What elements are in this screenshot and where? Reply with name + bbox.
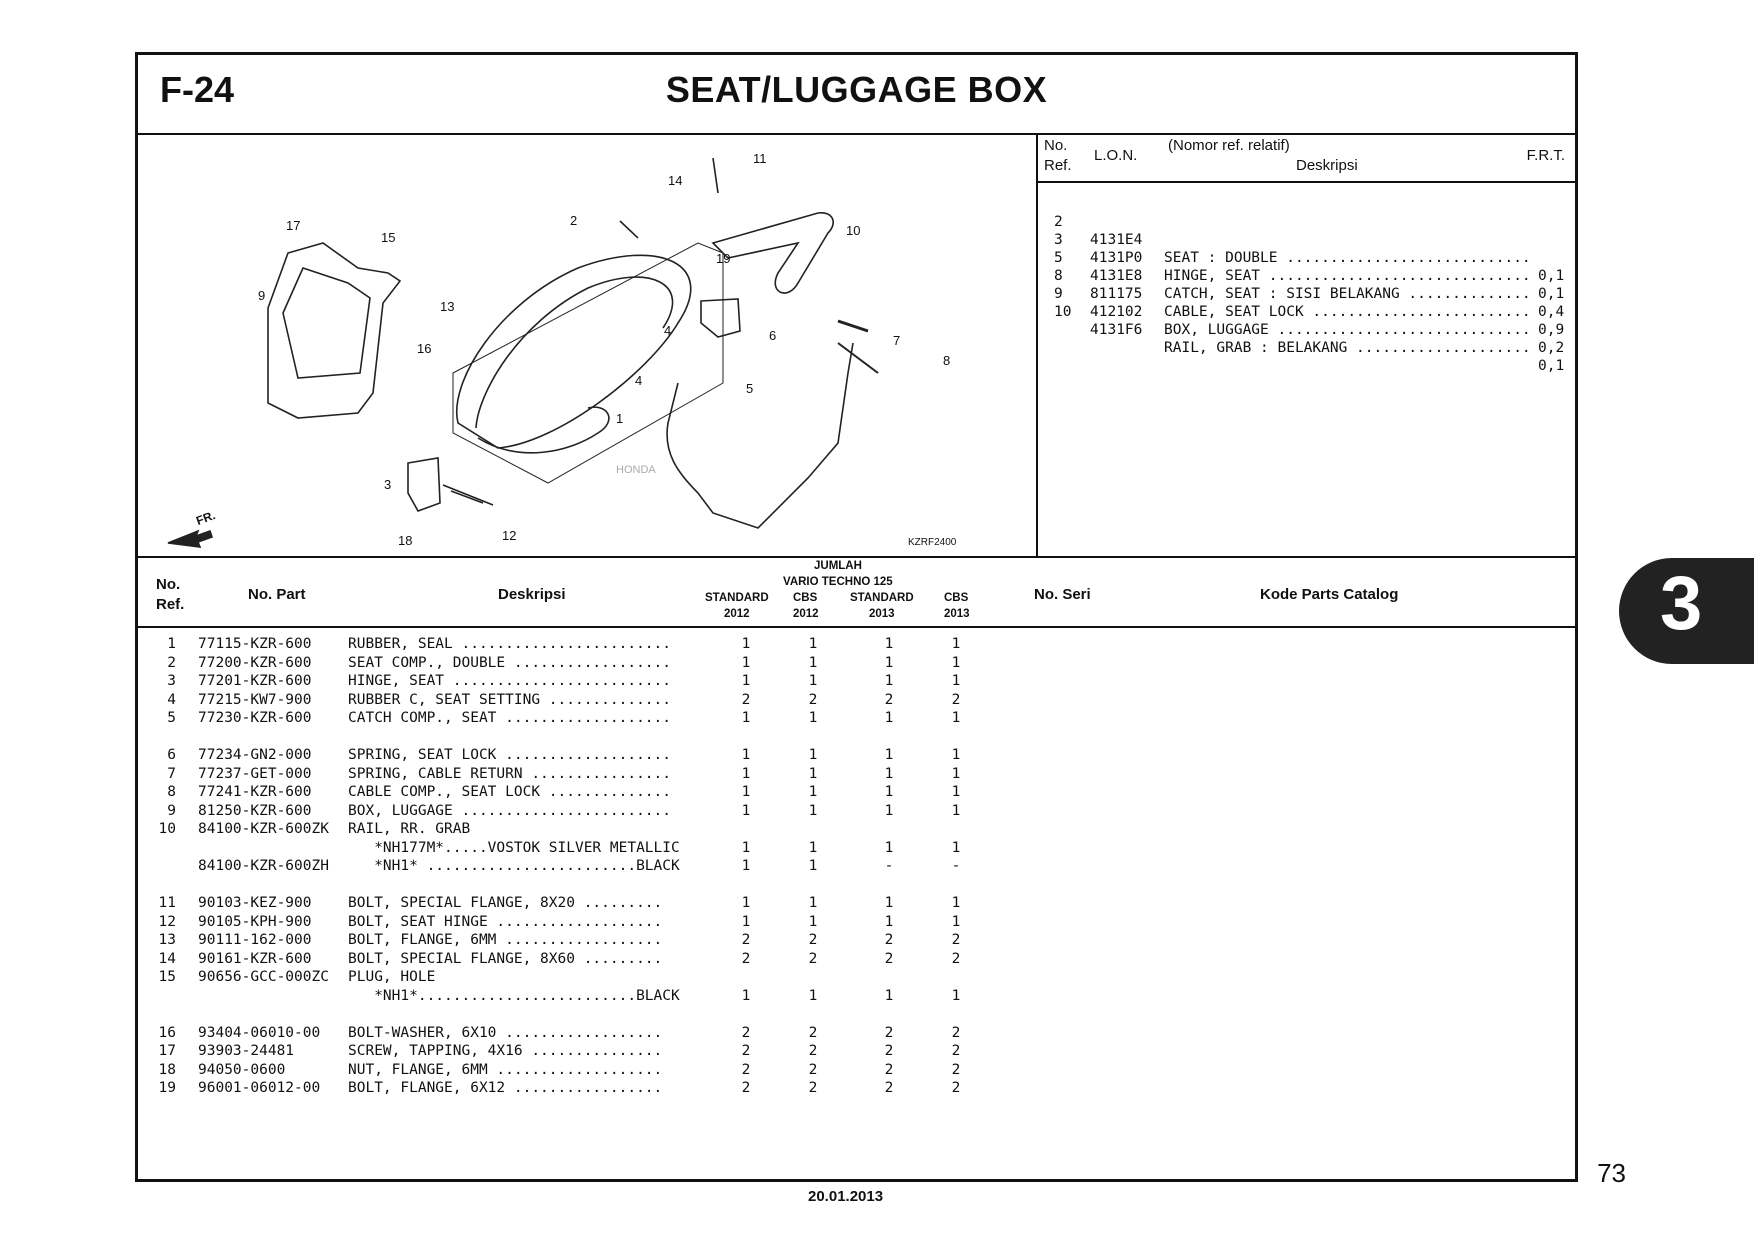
part-number: 77201-KZR-600: [198, 673, 312, 689]
part-ref-no: 1: [167, 636, 176, 652]
part-qty: 2: [741, 1024, 751, 1041]
labor-frt: 0,1: [1538, 358, 1565, 374]
part-qty: 1: [741, 802, 751, 819]
callout-label: 8: [943, 353, 951, 368]
part-description: SCREW, TAPPING, 4X16 ...............: [348, 1043, 663, 1059]
fr-arrow-icon: [168, 531, 212, 547]
part-ref-no: 11: [158, 895, 176, 911]
col-deskripsi: Deskripsi: [1296, 157, 1358, 174]
part-qty: 2: [808, 932, 818, 948]
part-qty: 1: [951, 710, 961, 726]
part-ref-no: 3: [167, 673, 176, 689]
col-standard-2012: STANDARD: [705, 592, 769, 604]
labor-frt: 0,1: [1538, 268, 1565, 284]
part-qty: 2: [808, 691, 818, 708]
section-code: F-24: [160, 69, 235, 110]
part-qty: 2: [884, 1080, 894, 1096]
part-qty: 2: [884, 950, 894, 967]
callout-label: 3: [384, 477, 392, 492]
col-jumlah: JUMLAH: [814, 560, 862, 572]
part-qty: 1: [884, 673, 894, 689]
table-row: [138, 968, 1038, 986]
part-description: HINGE, SEAT .........................: [348, 673, 672, 689]
table-row: [138, 987, 1038, 1005]
col-model: VARIO TECHNO 125: [783, 576, 893, 588]
part-ref-no: 18: [158, 1061, 176, 1078]
part-qty: 1: [884, 654, 894, 671]
callout-label: 5: [746, 381, 754, 396]
part-ref-no: 5: [167, 710, 176, 726]
table-row: [138, 802, 1038, 820]
part-qty: 2: [808, 1024, 818, 1041]
page-title: SEAT/LUGGAGE BOX: [665, 69, 1048, 110]
labor-ref-no: 2: [1054, 214, 1063, 230]
part-qty: 2: [951, 950, 961, 967]
labor-ref-no: 10: [1054, 304, 1072, 320]
col-cbs-2013: CBS: [944, 592, 969, 604]
table-row: [138, 931, 1038, 949]
part-ref-no: 16: [158, 1024, 176, 1041]
col-no: No.: [1044, 137, 1068, 154]
part-qty: 2: [884, 1024, 894, 1041]
table-row: [138, 1061, 1038, 1079]
callout-label: 19: [716, 251, 731, 266]
part-ref-no: 14: [158, 950, 176, 967]
part-qty: 2: [741, 950, 751, 967]
part-qty: 1: [808, 654, 818, 671]
part-description: CABLE COMP., SEAT LOCK ..............: [348, 784, 672, 800]
part-qty: 1: [884, 636, 894, 652]
part-qty: 2: [884, 1043, 894, 1059]
callout-label: 15: [381, 230, 396, 245]
labor-lon: 811175: [1090, 286, 1143, 302]
part-qty: 1: [884, 913, 894, 930]
part-description: BOLT, FLANGE, 6X12 .................: [348, 1080, 663, 1096]
part-description: *NH177M*.....VOSTOK SILVER METALLIC: [348, 839, 680, 856]
part-number: 90103-KEZ-900: [198, 895, 312, 911]
callout-label: 12: [502, 528, 517, 543]
part-number: 90656-GCC-000ZC: [198, 969, 329, 985]
callout-label: 1: [616, 411, 624, 426]
part-description: BOX, LUGGAGE ........................: [348, 802, 672, 819]
part-qty: 1: [741, 895, 751, 911]
callout-label: 4: [664, 323, 672, 338]
part-qty: 1: [741, 858, 751, 874]
part-qty: 2: [741, 1061, 751, 1078]
part-qty: 1: [951, 765, 961, 782]
labor-frt: 0,1: [1538, 286, 1565, 302]
col-ref: Ref.: [1044, 157, 1072, 174]
hinge-shape: [408, 458, 440, 511]
catalog-frame: [135, 52, 1578, 1182]
part-number: 77215-KW7-900: [198, 691, 312, 708]
table-row: [138, 746, 1038, 764]
table-row: [138, 950, 1038, 968]
part-qty: 2: [741, 1043, 751, 1059]
table-row: [138, 654, 1038, 672]
part-description: RUBBER C, SEAT SETTING ..............: [348, 691, 672, 708]
part-qty: 1: [808, 802, 818, 819]
part-qty: 2: [741, 1080, 751, 1096]
parts-table-body: [138, 635, 1038, 1155]
part-number: 77241-KZR-600: [198, 784, 312, 800]
page-header: [138, 55, 1575, 135]
table-row: [138, 1024, 1038, 1042]
labor-desc: CABLE, SEAT LOCK .........................: [1164, 304, 1531, 320]
part-qty: 2: [951, 1061, 961, 1078]
callout-label: 13: [440, 299, 455, 314]
callout-label: 11: [753, 151, 767, 166]
callout-label: 2: [570, 213, 578, 228]
part-ref-no: 13: [158, 932, 176, 948]
honda-watermark: HONDA: [616, 464, 656, 476]
labor-table-header: [1038, 133, 1575, 183]
labor-lon: 4131E8: [1090, 268, 1143, 284]
table-row: [138, 672, 1038, 690]
cable-shape: [667, 343, 853, 528]
labor-reference-table: [1038, 133, 1575, 558]
part-description: *NH1*.........................BLACK: [348, 987, 680, 1004]
part-qty: 1: [884, 839, 894, 856]
part-qty: 1: [951, 654, 961, 671]
callout-label: 16: [417, 341, 432, 356]
part-qty: 2: [741, 932, 751, 948]
part-number: 77115-KZR-600: [198, 636, 312, 652]
part-qty: 1: [808, 895, 818, 911]
part-qty: 1: [741, 654, 751, 671]
part-qty: 2: [741, 691, 751, 708]
part-qty: 1: [741, 913, 751, 930]
part-qty: 1: [884, 987, 894, 1004]
part-number: 77234-GN2-000: [198, 747, 312, 763]
part-description: BOLT-WASHER, 6X10 ..................: [348, 1024, 663, 1041]
diagram-drawing: [138, 133, 1036, 556]
part-number: 77237-GET-000: [198, 765, 312, 782]
callout-label: 4: [635, 373, 643, 388]
part-qty: 1: [808, 784, 818, 800]
table-row: [138, 857, 1038, 875]
part-qty: 1: [741, 636, 751, 652]
part-number: 84100-KZR-600ZK: [198, 821, 329, 837]
part-qty: 2: [951, 1080, 961, 1096]
col-ref: Ref.: [156, 596, 185, 613]
labor-frt: 0,2: [1538, 340, 1565, 356]
part-qty: 1: [951, 987, 961, 1004]
part-qty: 1: [808, 747, 818, 763]
part-qty: 1: [808, 987, 818, 1004]
part-qty: 1: [741, 765, 751, 782]
part-qty: 1: [741, 747, 751, 763]
parts-table-header: [138, 558, 1575, 628]
part-qty: 2: [808, 1061, 818, 1078]
part-qty: 1: [741, 673, 751, 689]
part-qty: 2: [884, 691, 894, 708]
part-qty: 1: [951, 839, 961, 856]
table-row: [138, 783, 1038, 801]
table-row: [138, 635, 1038, 653]
part-qty: 1: [884, 747, 894, 763]
part-description: BOLT, SEAT HINGE ...................: [348, 913, 663, 930]
part-description: NUT, FLANGE, 6MM ...................: [348, 1061, 663, 1078]
catch-shape: [701, 299, 740, 337]
part-description: SPRING, SEAT LOCK ...................: [348, 747, 672, 763]
col-no: No.: [156, 576, 181, 593]
part-ref-no: 9: [167, 802, 176, 819]
callout-label: 17: [286, 218, 301, 233]
callout-label: 7: [893, 333, 901, 348]
table-row: [138, 765, 1038, 783]
part-number: 84100-KZR-600ZH: [198, 858, 329, 874]
part-qty: 1: [951, 895, 961, 911]
chapter-tab-number: 3: [1660, 561, 1703, 646]
part-qty: 2: [951, 1043, 961, 1059]
part-qty: -: [884, 858, 894, 874]
part-qty: 1: [884, 802, 894, 819]
grab-rail-shape: [713, 213, 833, 293]
labor-desc: BOX, LUGGAGE .............................: [1164, 322, 1531, 338]
part-qty: 1: [808, 636, 818, 652]
part-ref-no: 6: [167, 747, 176, 763]
part-description: PLUG, HOLE: [348, 969, 436, 985]
part-qty: -: [951, 858, 961, 874]
labor-desc: CATCH, SEAT : SISI BELAKANG ..............: [1164, 286, 1531, 302]
part-qty: 1: [808, 765, 818, 782]
part-qty: 1: [951, 636, 961, 652]
part-number: 96001-06012-00: [198, 1080, 321, 1096]
part-qty: 2: [884, 1061, 894, 1078]
col-nomor-ref: (Nomor ref. relatif): [1168, 137, 1290, 154]
part-ref-no: 17: [158, 1043, 176, 1059]
col-lon: L.O.N.: [1094, 147, 1138, 164]
part-qty: 1: [741, 784, 751, 800]
table-row: [138, 691, 1038, 709]
part-qty: 2: [951, 932, 961, 948]
part-qty: 1: [951, 673, 961, 689]
col-no-seri: No. Seri: [1034, 586, 1091, 603]
labor-frt: 0,9: [1538, 322, 1565, 338]
labor-desc: SEAT : DOUBLE ............................: [1164, 250, 1531, 266]
part-qty: 1: [808, 913, 818, 930]
table-row: [138, 894, 1038, 912]
part-description: BOLT, FLANGE, 6MM ..................: [348, 932, 663, 948]
part-number: 93404-06010-00: [198, 1024, 321, 1041]
part-qty: 1: [884, 895, 894, 911]
part-ref-no: 19: [158, 1080, 176, 1096]
part-qty: 1: [951, 747, 961, 763]
part-qty: 1: [951, 913, 961, 930]
table-row: [138, 1079, 1038, 1097]
labor-lon: 4131F6: [1090, 322, 1143, 338]
labor-desc: HINGE, SEAT ..............................: [1164, 268, 1531, 284]
part-qty: 2: [808, 1080, 818, 1096]
col-no-part: No. Part: [248, 586, 306, 603]
part-description: *NH1* ........................BLACK: [348, 858, 680, 874]
part-ref-no: 12: [158, 913, 176, 930]
print-date: 20.01.2013: [808, 1188, 884, 1205]
col-standard-2013-year: 2013: [869, 608, 895, 620]
labor-lon: 412102: [1090, 304, 1143, 320]
col-cbs-2012: CBS: [793, 592, 818, 604]
part-qty: 1: [951, 784, 961, 800]
callout-label: 6: [769, 328, 777, 343]
table-row: [138, 913, 1038, 931]
part-number: 93903-24481: [198, 1043, 295, 1059]
part-qty: 1: [808, 858, 818, 874]
col-frt: F.R.T.: [1526, 147, 1565, 164]
labor-ref-no: 8: [1054, 268, 1063, 284]
table-row: [138, 709, 1038, 727]
part-description: BOLT, SPECIAL FLANGE, 8X20 .........: [348, 895, 663, 911]
part-qty: 1: [884, 710, 894, 726]
part-qty: 2: [951, 1024, 961, 1041]
part-qty: 1: [741, 987, 751, 1004]
part-qty: 1: [884, 765, 894, 782]
table-row: [138, 820, 1038, 838]
page-number: 73: [1597, 1158, 1626, 1188]
part-qty: 1: [808, 673, 818, 689]
col-standard-2013: STANDARD: [850, 592, 914, 604]
part-number: 77200-KZR-600: [198, 654, 312, 671]
part-qty: 1: [741, 839, 751, 856]
part-ref-no: 2: [167, 654, 176, 671]
part-qty: 1: [884, 784, 894, 800]
col-kode-parts-catalog: Kode Parts Catalog: [1260, 586, 1399, 603]
labor-lon: 4131P0: [1090, 250, 1143, 266]
part-qty: 1: [741, 710, 751, 726]
part-qty: 2: [808, 1043, 818, 1059]
part-ref-no: 8: [167, 784, 176, 800]
part-description: RUBBER, SEAL ........................: [348, 636, 672, 652]
part-ref-no: 15: [158, 969, 176, 985]
callout-label: 18: [398, 533, 413, 548]
part-ref-no: 7: [167, 765, 176, 782]
part-qty: 1: [951, 802, 961, 819]
seat-shape: [457, 255, 691, 448]
part-qty: 2: [951, 691, 961, 708]
part-number: 94050-0600: [198, 1061, 286, 1078]
col-cbs-2013-year: 2013: [944, 608, 970, 620]
part-qty: 2: [808, 950, 818, 967]
part-ref-no: 10: [158, 821, 176, 837]
part-description: SEAT COMP., DOUBLE ..................: [348, 654, 672, 671]
fr-label: FR.: [194, 508, 218, 528]
labor-lon: 4131E4: [1090, 232, 1143, 248]
labor-ref-no: 3: [1054, 232, 1063, 248]
part-number: 77230-KZR-600: [198, 710, 312, 726]
exploded-diagram: [138, 133, 1038, 558]
part-qty: 2: [884, 932, 894, 948]
callout-label: 9: [258, 288, 266, 303]
labor-frt: 0,4: [1538, 304, 1565, 320]
table-row: [138, 839, 1038, 857]
callout-label: 14: [668, 173, 683, 188]
labor-ref-no: 5: [1054, 250, 1063, 266]
part-description: CATCH COMP., SEAT ...................: [348, 710, 672, 726]
part-number: 90161-KZR-600: [198, 950, 312, 967]
part-qty: 1: [808, 839, 818, 856]
drawing-code: KZRF2400: [908, 537, 957, 548]
col-standard-2012-year: 2012: [724, 608, 750, 620]
col-cbs-2012-year: 2012: [793, 608, 819, 620]
part-qty: 1: [808, 710, 818, 726]
part-description: BOLT, SPECIAL FLANGE, 8X60 .........: [348, 950, 663, 967]
col-deskripsi: Deskripsi: [498, 586, 566, 603]
table-row: [138, 1042, 1038, 1060]
part-description: RAIL, RR. GRAB: [348, 821, 471, 837]
part-ref-no: 4: [167, 691, 176, 708]
labor-desc: RAIL, GRAB : BELAKANG ....................: [1164, 340, 1531, 356]
labor-ref-no: 9: [1054, 286, 1063, 302]
part-number: 90111-162-000: [198, 932, 312, 948]
part-number: 81250-KZR-600: [198, 802, 312, 819]
part-description: SPRING, CABLE RETURN ................: [348, 765, 672, 782]
part-number: 90105-KPH-900: [198, 913, 312, 930]
callout-label: 10: [846, 223, 861, 238]
